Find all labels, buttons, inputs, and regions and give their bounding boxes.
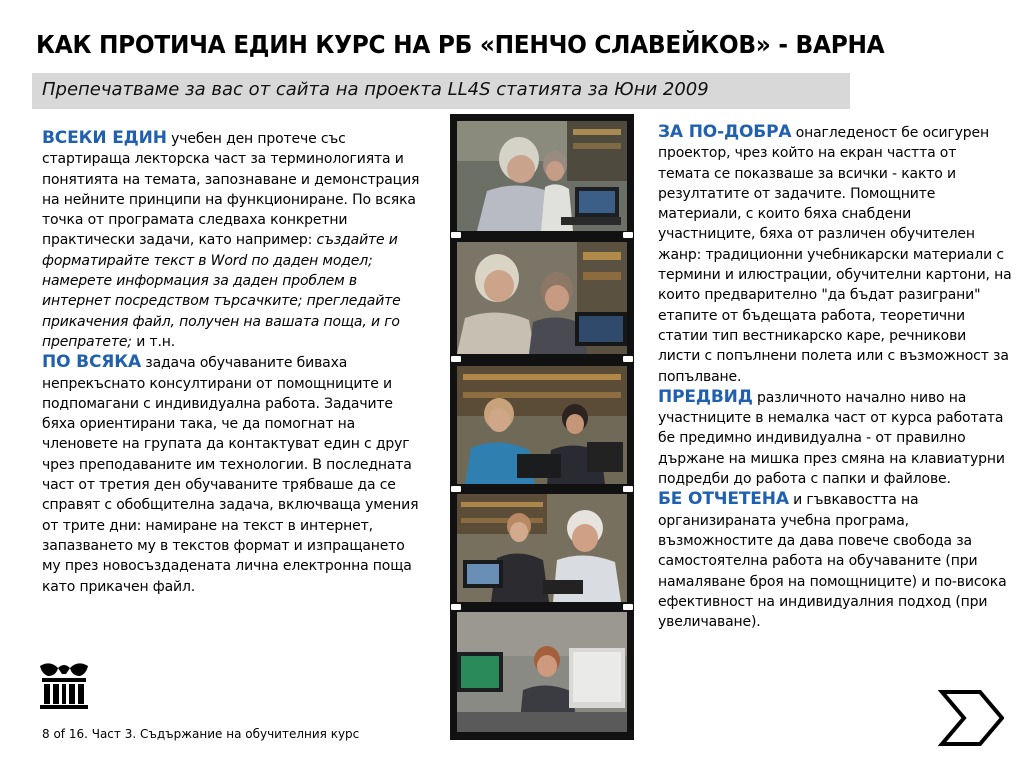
film-hole (451, 232, 461, 238)
paragraph-text: онагледеност бе осигурен проектор, чрез който на екран частта от темата се показваше за всички - както и резултатите от задачите. Помощните материали, с които бяха снабдени участниците, бяха от различен обучителен жанр: традиционни учебникарски материали с термини и илюстрации, обучителни картони, на които предварително "да бъдат разиграни" етапите от бъдещата работа, теоретични статии тип вестникарско каре, речникови листи с попълнени полета или с възможност за попълване. (658, 125, 1012, 385)
lead-word: ВСЕКИ ЕДИН (42, 128, 167, 148)
page-footer: 8 of 16. Част 3. Съдържание на обучителния курс (42, 727, 360, 741)
photo-filmstrip (450, 114, 634, 740)
film-hole (623, 604, 633, 610)
left-paragraph-2 (42, 352, 426, 597)
film-hole (623, 356, 633, 362)
photo-2 (457, 242, 627, 354)
page-title: КАК ПРОТИЧА ЕДИН КУРС НА РБ «ПЕНЧО СЛАВЕЙКОВ» - ВАРНА (36, 30, 885, 59)
paragraph-text: различното начално ниво на участниците в немалка част от курса работата бе предимно индивидуална - от правилно държане на мишка през смяна на клавиатурни подредби до работа с папки и файлове. (658, 389, 1005, 488)
paragraph-tail: и т.н. (131, 333, 176, 350)
right-column (658, 122, 1012, 632)
right-paragraph-2 (658, 387, 1012, 489)
film-hole (451, 356, 461, 362)
next-arrow-icon[interactable] (938, 690, 1004, 746)
right-paragraph-3 (658, 489, 1012, 632)
paragraph-text: задача обучаваните биваха непрекъснато консултирани от помощниците и подпомагани с индивидуална работа. Задачите бяха ориентирани така, че да помогнат на членовете на групата да контактуват един с друг чрез преподаваните им технологии. В последната част от третия ден обучаваните трябваше да се справят с обобщителна задача, включваща умения от трите дни: намиране на текст в интернет, запазването му в текстов формат и изпращането му през новосъздадената лична електронна поща като прикачен файл. (42, 355, 419, 595)
paragraph-text: и гъвкавостта на организираната учебна програма, възможностите да дава повече свобода за самостоятелна работа на обучаваните (при намаляване броя на помощниците) и по-висока ефективност на индивидуалния подход (при увеличаване). (658, 492, 1007, 631)
subtitle-bar (32, 73, 850, 109)
paragraph-text: учебен ден протече със стартираща лекторска част за терминологията и понятията на темата, запознаване и демонстрация на нейните принципи на функциониране. По всяка точка от програмата следваха конкретни практически задачи, като например: (42, 131, 420, 249)
subtitle: Препечатваме за вас от сайта на проекта LL4S статията за Юни 2009 (42, 79, 709, 100)
film-hole (623, 232, 633, 238)
photo-4 (457, 494, 627, 602)
photo-1 (457, 121, 627, 231)
lead-word: ПО ВСЯКА (42, 352, 141, 373)
film-hole (451, 486, 461, 492)
photo-5 (457, 612, 627, 732)
film-hole (451, 604, 461, 610)
left-paragraph-1 (42, 128, 426, 352)
library-emblem-icon (36, 656, 92, 712)
lead-word: ЗА ПО-ДОБРА (658, 122, 792, 142)
lead-word: ПРЕДВИД (658, 386, 753, 407)
paragraph-italic: създайте и форматирайте текст в Word по даден модел; намерете информация за даден проблем в интернет посредством търсачките; прегледайте прикачения файл, получен на вашата поща, и го препратете; (42, 232, 401, 350)
left-column (42, 128, 426, 597)
lead-word: БЕ ОТЧЕТЕНА (658, 489, 789, 510)
right-paragraph-1 (658, 122, 1012, 387)
film-hole (623, 486, 633, 492)
photo-3 (457, 366, 627, 484)
